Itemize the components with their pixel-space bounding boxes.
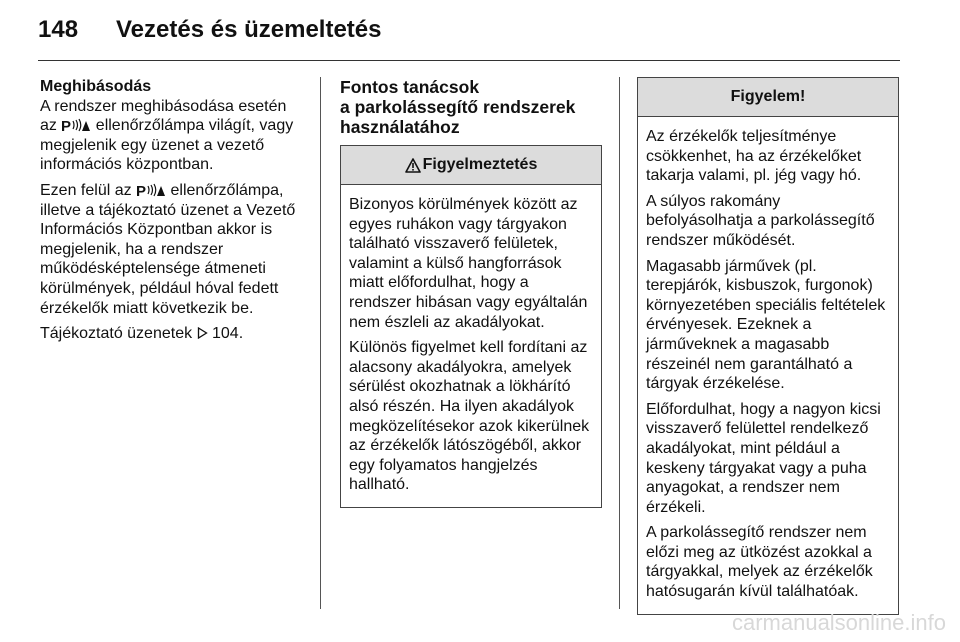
malfunction-section [40, 77, 305, 175]
warning-triangle-icon [405, 158, 421, 173]
column-divider [619, 77, 620, 609]
column-tips [340, 77, 602, 508]
paragraph-text: ellenőrzőlámpa világít, vagy megjelenik egy üzenet a vezető információs központban. [40, 117, 294, 174]
column-malfunction [40, 77, 305, 350]
caution-box-body [638, 117, 898, 614]
page-reference[interactable]: 104. [207, 325, 244, 343]
paragraph: A parkolássegítő rendszer nem előzi meg az ütközést azokkal a tárgyakkal, melyek az érzékelők hatósugarán kívül találhatóak. [646, 524, 873, 601]
page-header [38, 14, 900, 61]
paragraph-text: A rendszer meghibásodása esetén az [40, 97, 287, 135]
chapter-title: Vezetés és üzemeltetés [116, 16, 382, 43]
svg-text:P: P [136, 182, 147, 197]
section-heading-malfunction: Meghibásodás [40, 78, 152, 95]
page-number: 148 [38, 16, 79, 43]
section-title: Fontos tanácsok a parkolássegítő rendszerek használatához [340, 77, 576, 137]
paragraph: Az érzékelők teljesítménye csökkenhet, ha az érzékelőket takarja valami, pl. jég vagy hó. [646, 128, 862, 185]
warning-box [340, 145, 602, 508]
parking-assist-icon [61, 118, 91, 132]
page-reference-arrow-icon [197, 327, 208, 339]
warning-box-title: Figyelmeztetés [422, 156, 538, 174]
paragraph: Különös figyelmet kell fordítani az alacsony akadályokra, amelyek sérülést okozhatnak a lökhárító alsó részén. Ha ilyen akadályok megközelítésekor azok kikerülnek az érzékelők látószögéből, akkor egy folyamatos hangjelzés hallható. [349, 339, 590, 494]
paragraph: Előfordulhat, hogy a nagyon kicsi visszaverő felülettel rendelkező akadályokat, mint például a keskeny tárgyakat vagy a puha anyagokat, a rendszer nem érzékeli. [646, 400, 881, 516]
paragraph: Magasabb járművek (pl. terepjárók, kisbuszok, furgonok) környezetében speciális feltételek érvényesek. Ezeknek a járműveknek a magasabb részeinél nem garantálható a tárgyak érzékelése. [646, 257, 886, 393]
warning-box-body [341, 185, 601, 507]
paragraph: Tájékoztató üzenetek 104. [40, 325, 244, 343]
caution-box-title: Figyelem! [730, 88, 806, 106]
parking-assist-icon [136, 183, 166, 197]
svg-text:P: P [61, 118, 72, 133]
column-divider [320, 77, 321, 609]
warning-box-header [341, 146, 601, 185]
caution-box-header [638, 78, 898, 117]
caution-box [637, 77, 899, 615]
paragraph: A súlyos rakomány befolyásolhatja a parkolássegítő rendszer működését. [646, 192, 875, 249]
column-caution [637, 77, 899, 615]
watermark: carmanualsonline.info [731, 610, 946, 635]
paragraph: Bizonyos körülmények között az egyes ruhákon vagy tárgyakon található visszaverő felületek, valamint a külső hangforrások miatt előfordulhat, hogy a rendszer hibásan vagy egyáltalán nem észleli az akadályokat. [349, 196, 588, 331]
paragraph: Ezen felül az P ellenőrzőlámpa, illetve a tájékoztató üzenet a Vezető Információs Központban akkor is megjelenik, ha a rendszer működésképtelensége átmeneti körülmények, például hóval fedett érzékelők miatt következik be. [40, 181, 296, 317]
